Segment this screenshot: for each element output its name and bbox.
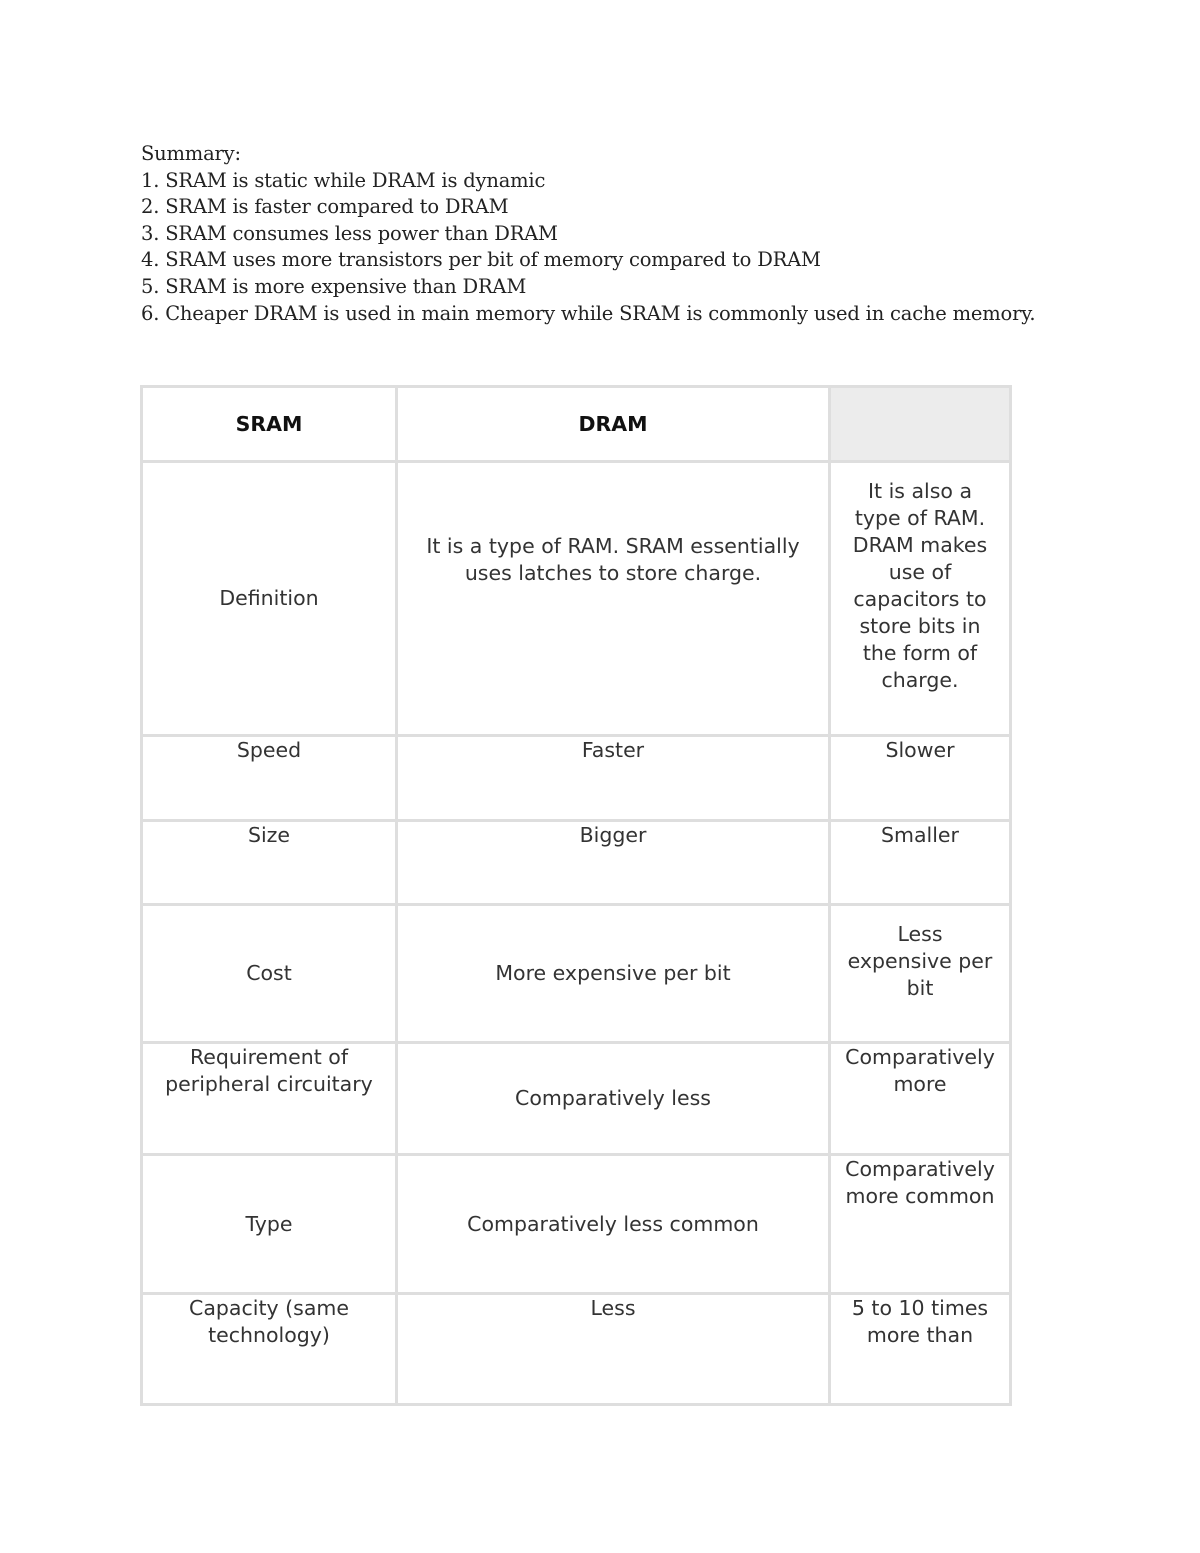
dram-value: It is also a type of RAM. DRAM makes use of capacitors to store bits in the form of charge.: [830, 462, 1011, 736]
dram-value: Slower: [830, 736, 1011, 821]
summary-point: 5. SRAM is more expensive than DRAM: [141, 274, 527, 298]
row-label: Definition: [142, 462, 397, 736]
table-row: [142, 462, 1011, 736]
summary-point: 6. Cheaper DRAM is used in main memory while SRAM is commonly used in cache memory.: [141, 301, 1036, 325]
row-label: Type: [142, 1155, 397, 1294]
sram-value: Less: [397, 1294, 830, 1405]
row-label: Capacity (same technology): [142, 1294, 397, 1405]
sram-value: Comparatively less common: [397, 1155, 830, 1294]
sram-value: Bigger: [397, 821, 830, 905]
dram-value: Less expensive per bit: [830, 905, 1011, 1043]
dram-value: Smaller: [830, 821, 1011, 905]
dram-value: 5 to 10 times more than: [830, 1294, 1011, 1405]
summary-point: 4. SRAM uses more transistors per bit of memory compared to DRAM: [141, 248, 821, 272]
sram-value: More expensive per bit: [397, 905, 830, 1043]
table-row: [142, 736, 1011, 821]
dram-value: Comparatively more common: [830, 1155, 1011, 1294]
table-row: [142, 1155, 1011, 1294]
dram-value: Comparatively more: [830, 1043, 1011, 1155]
summary-section: [141, 141, 1035, 327]
sram-value: It is a type of RAM. SRAM essentially uses latches to store charge.: [397, 462, 830, 736]
row-label: Requirement of peripheral circuitary: [142, 1043, 397, 1155]
sram-value: Faster: [397, 736, 830, 821]
summary-point: 3. SRAM consumes less power than DRAM: [141, 221, 558, 245]
table-row: [142, 1294, 1011, 1405]
summary-heading: Summary:: [141, 142, 241, 165]
sram-value: Comparatively less: [397, 1043, 830, 1155]
table-row: [142, 1043, 1011, 1155]
row-label: Speed: [142, 736, 397, 821]
table-header-row: [142, 387, 1011, 462]
header-dram: DRAM: [397, 387, 830, 462]
table-row: [142, 905, 1011, 1043]
header-sram: SRAM: [142, 387, 397, 462]
row-label: Cost: [142, 905, 397, 1043]
header-empty: [830, 387, 1011, 462]
comparison-table: [140, 385, 1012, 1406]
summary-point: 1. SRAM is static while DRAM is dynamic: [141, 168, 546, 192]
row-label: Size: [142, 821, 397, 905]
table-row: [142, 821, 1011, 905]
summary-point: 2. SRAM is faster compared to DRAM: [141, 195, 509, 219]
